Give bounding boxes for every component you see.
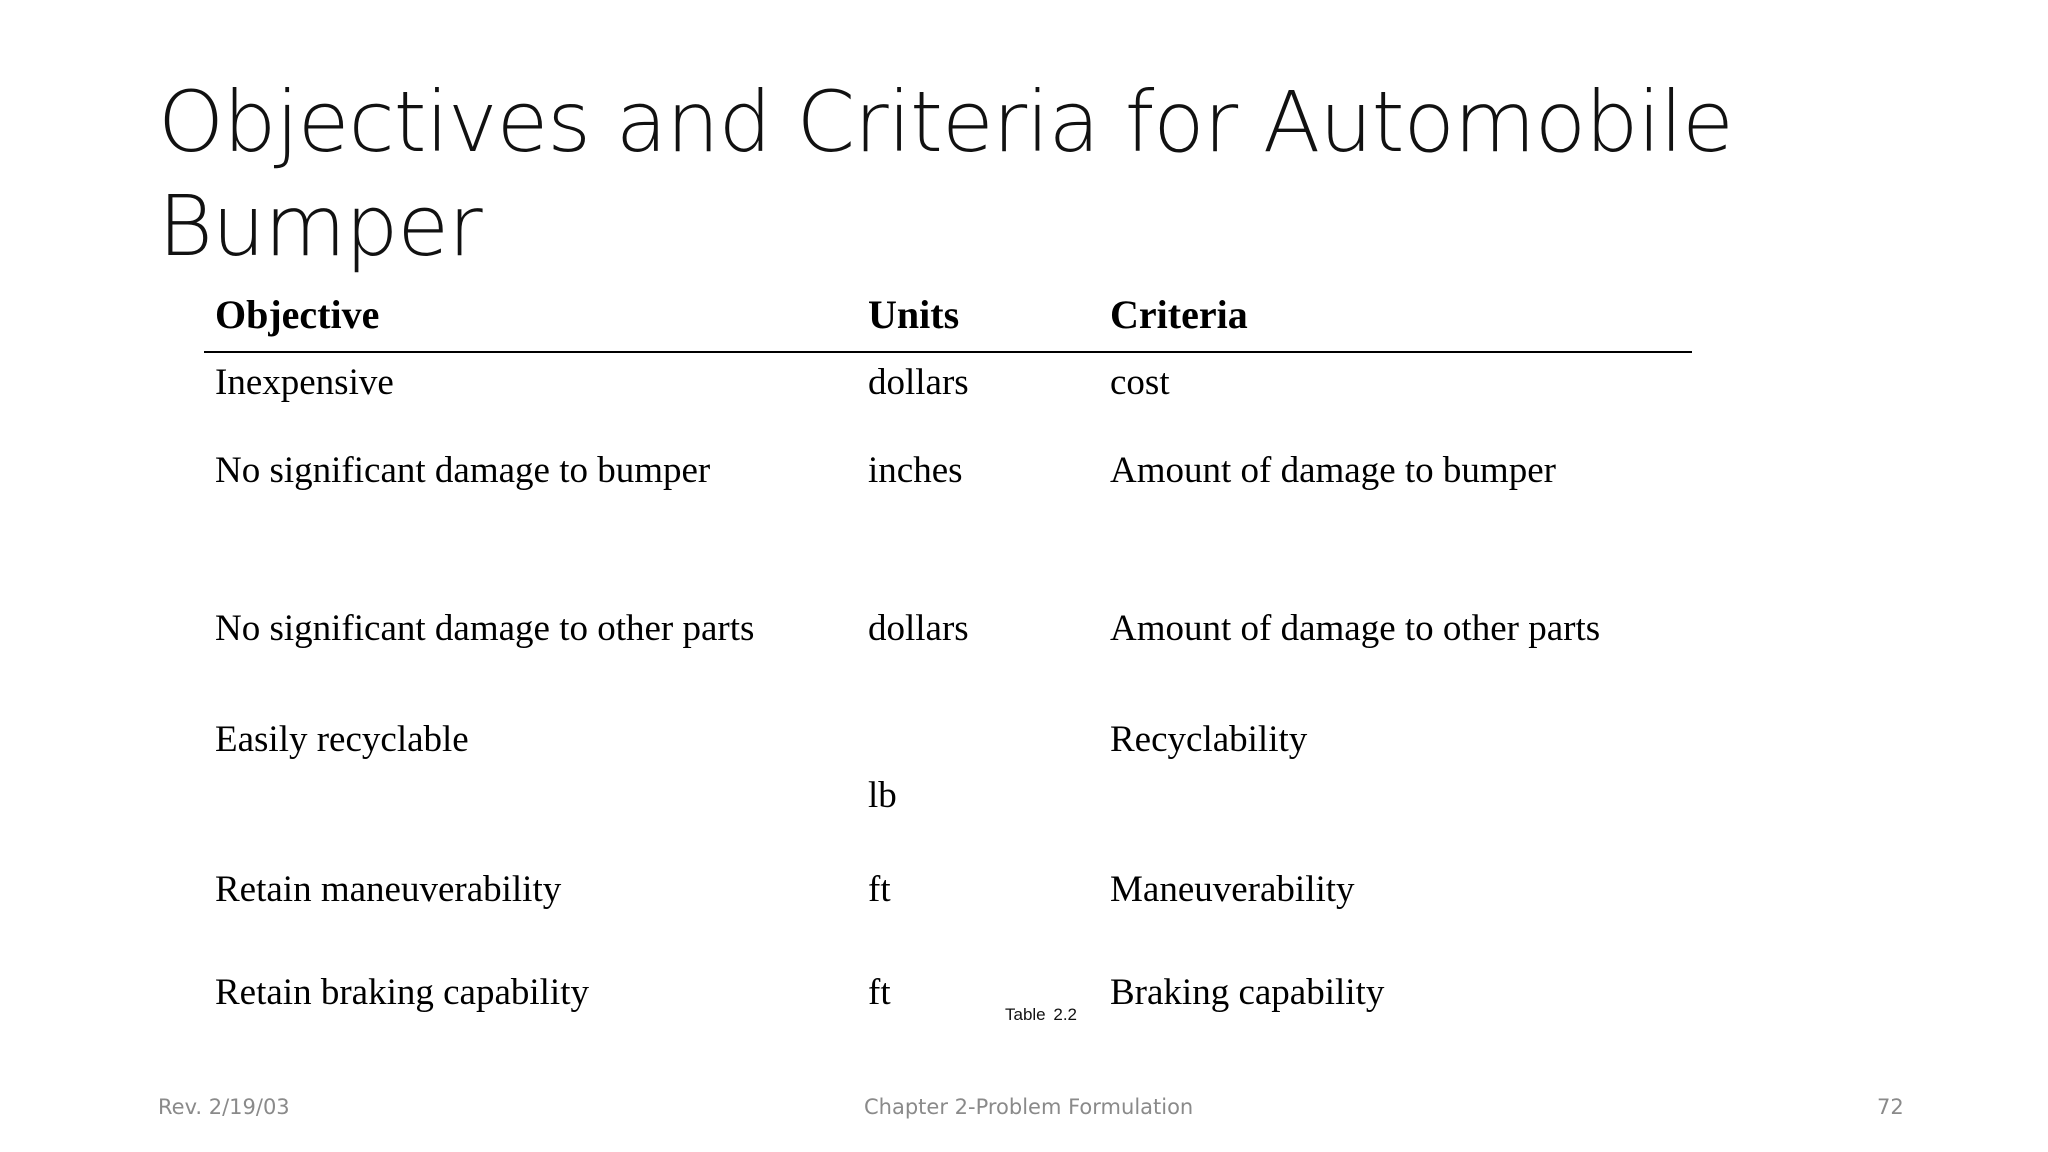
header-objective: Objective (215, 292, 380, 337)
row-4-criteria: Recyclability (1110, 719, 1308, 760)
footer-revision: Rev. 2/19/03 (158, 1095, 290, 1119)
row-5-criteria: Maneuverability (1110, 869, 1355, 910)
footer-chapter: Chapter 2-Problem Formulation (864, 1095, 1194, 1119)
row-2-units: inches (868, 450, 963, 491)
table-caption: Table 2.2 (1005, 1005, 1077, 1024)
row-2-objective: No significant damage to bumper (215, 450, 711, 491)
row-1-criteria: cost (1110, 362, 1170, 403)
row-1-objective: Inexpensive (215, 362, 394, 403)
row-6-criteria: Braking capability (1110, 972, 1385, 1013)
row-6-units: ft (868, 972, 891, 1013)
row-1-units: dollars (868, 362, 969, 403)
slide-title: Objectives and Criteria for Automobile Bumper (158, 73, 1733, 275)
row-2-criteria: Amount of damage to bumper (1110, 450, 1556, 491)
row-3-criteria: Amount of damage to other parts (1110, 608, 1601, 649)
row-5-units: ft (868, 869, 891, 910)
footer-page-number: 72 (1877, 1095, 1904, 1119)
row-3-units: dollars (868, 608, 969, 649)
header-units: Units (868, 292, 960, 337)
row-3-objective: No significant damage to other parts (215, 608, 755, 649)
row-4-units: lb (868, 775, 897, 816)
row-5-objective: Retain maneuverability (215, 869, 562, 910)
header-divider (204, 351, 1692, 353)
row-6-objective: Retain braking capability (215, 972, 589, 1013)
header-criteria: Criteria (1110, 292, 1248, 337)
row-4-objective: Easily recyclable (215, 719, 469, 760)
